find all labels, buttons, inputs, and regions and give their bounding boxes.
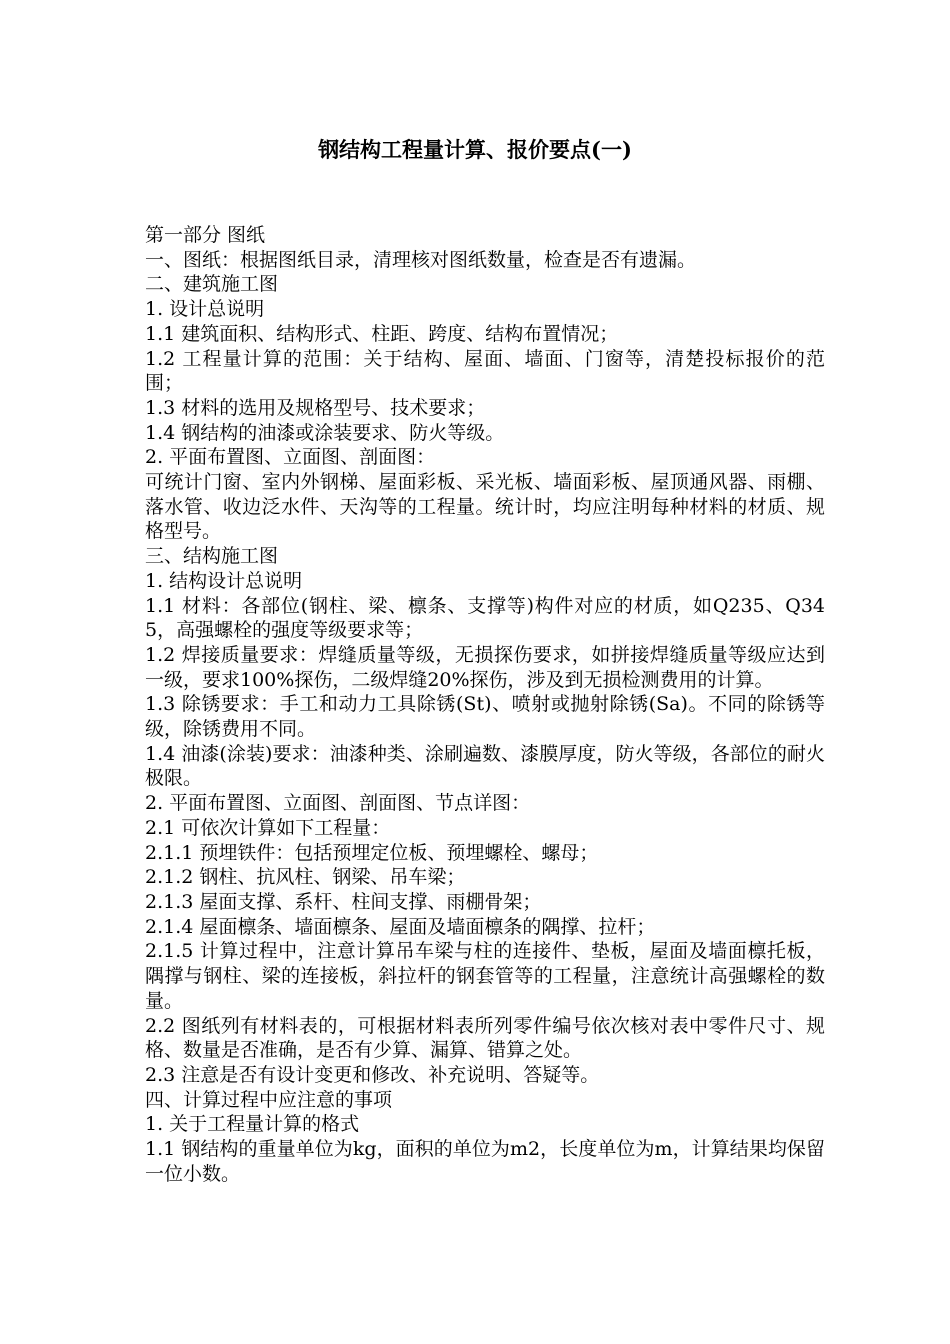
paragraph-2-1-3: 2.1.3 屋面支撑、系杆、柱间支撑、雨棚骨架； (145, 890, 542, 913)
subheading-plan-drawings: 2. 平面布置图、立面图、剖面图： (145, 446, 436, 469)
subheading-design-notes: 1. 设计总说明 (145, 298, 265, 321)
paragraph-drawings-check: 一、图纸：根据图纸目录，清理核对图纸数量，检查是否有遗漏。 (145, 248, 697, 271)
paragraph-materials: 1.1 材料：各部位(钢柱、梁、檩条、支撑等)构件对应的材质，如Q235、Q345，高强螺栓的强度等级要求等； (145, 594, 825, 642)
paragraph-2-3: 2.3 注意是否有设计变更和修改、补充说明、答疑等。 (145, 1063, 600, 1086)
paragraph-units: 1.1 钢结构的重量单位为kg，面积的单位为m2，长度单位为m，计算结果均保留一位小数。 (145, 1138, 825, 1185)
paragraph-2-1-5: 2.1.5 计算过程中，注意计算吊车梁与柱的连接件、垫板，屋面及墙面檩托板，隅撑与钢柱、梁的连接板，斜拉杆的钢套管等的工程量，注意统计高强螺栓的数量。 (145, 940, 825, 1012)
section-heading-part-one: 第一部分 图纸 (145, 224, 266, 246)
subheading-detail-drawings: 2. 平面布置图、立面图、剖面图、节点详图： (145, 792, 531, 815)
paragraph-statistics: 可统计门窗、室内外钢梯、屋面彩板、采光板、墙面彩板、屋顶通风器、雨棚、落水管、收边泛水件、天沟等的工程量。统计时，均应注明每种材料的材质、规格型号。 (145, 471, 825, 543)
paragraph-welding: 1.2 焊接质量要求：焊缝质量等级，无损探伤要求，如拼接焊缝质量等级应达到一级，要求100%探伤，二级焊缝20%探伤，涉及到无损检测费用的计算。 (145, 643, 825, 691)
paragraph-2-1-1: 2.1.1 预埋铁件：包括预埋定位板、预埋螺栓、螺母； (145, 841, 599, 864)
paragraph-1-4: 1.4 钢结构的油漆或涂装要求、防火等级。 (145, 421, 505, 444)
section-heading-architectural: 二、建筑施工图 (145, 273, 279, 296)
paragraph-1-3: 1.3 材料的选用及规格型号、技术要求； (145, 396, 486, 419)
paragraph-2-1-4: 2.1.4 屋面檩条、墙面檩条、屋面及墙面檩条的隅撑、拉杆； (145, 915, 656, 938)
paragraph-2-1: 2.1 可依次计算如下工程量： (145, 816, 391, 839)
paragraph-2-1-2: 2.1.2 钢柱、抗风柱、钢梁、吊车梁； (145, 866, 466, 889)
paragraph-painting: 1.4 油漆(涂装)要求：油漆种类、涂刷遍数、漆膜厚度，防火等级，各部位的耐火极限。 (145, 742, 825, 790)
subheading-structural-notes: 1. 结构设计总说明 (145, 569, 303, 592)
document-title: 钢结构工程量计算、报价要点(一) (318, 137, 632, 162)
paragraph-1-1: 1.1 建筑面积、结构形式、柱距、跨度、结构布置情况； (145, 322, 619, 345)
document-body (145, 223, 825, 1186)
subheading-calculation-format: 1. 关于工程量计算的格式 (145, 1113, 360, 1136)
paragraph-2-2: 2.2 图纸列有材料表的，可根据材料表所列零件编号依次核对表中零件尺寸、规格、数量是否准确，是否有少算、漏算、错算之处。 (145, 1014, 825, 1062)
section-heading-structural: 三、结构施工图 (145, 545, 279, 568)
section-heading-precautions: 四、计算过程中应注意的事项 (145, 1088, 393, 1111)
paragraph-1-2: 1.2 工程量计算的范围：关于结构、屋面、墙面、门窗等，清楚投标报价的范围； (145, 347, 825, 395)
paragraph-rust-removal: 1.3 除锈要求：手工和动力工具除锈(St)、喷射或抛射除锈(Sa)。不同的除锈等级，除锈费用不同。 (145, 693, 825, 741)
